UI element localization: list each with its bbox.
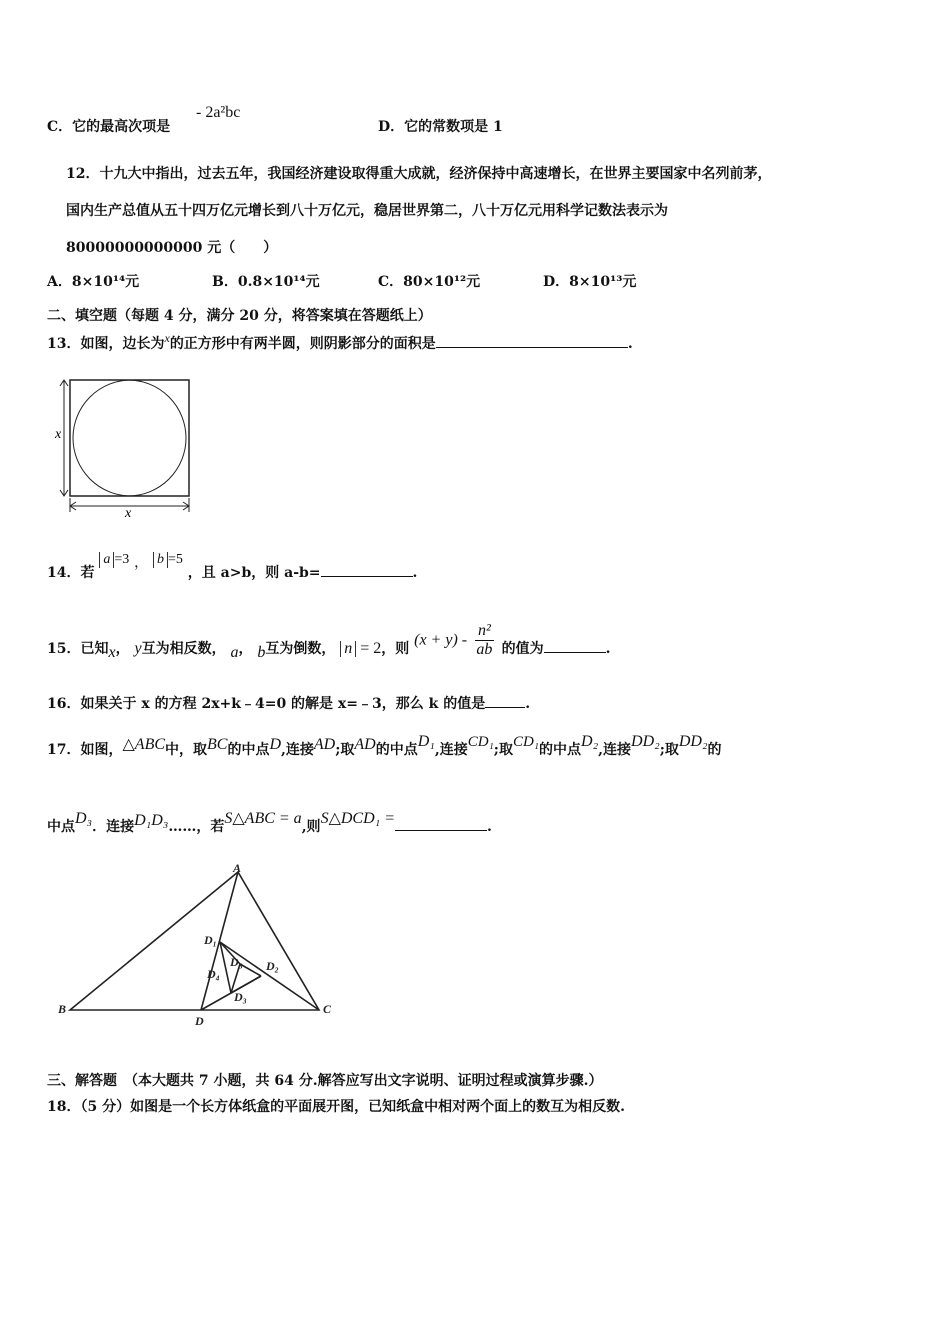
- q13-text: 13．如图，边长为x的正方形中有两半圆，则阴影部分的面积是 .: [47, 331, 633, 352]
- q17-line-1: 17．如图，△ABC中，取BC的中点D,连接AD;取AD的中点D₁,连接CD₁;取CD₁的中点D₂,连接DD₂;取DD₂的: [47, 733, 722, 758]
- q17-figure: [55, 860, 355, 1032]
- q13-side-label: x: [55, 427, 62, 442]
- q17-label-d: D: [195, 1014, 204, 1028]
- q11-option-c: C．它的最高次项是: [47, 119, 171, 135]
- q18-text: 18．（5 分）如图是一个长方体纸盒的平面展开图，已知纸盒中相对两个面上的数互为相反数.: [47, 1099, 625, 1115]
- q17-label-d2: D₂: [266, 959, 279, 973]
- q15-fraction: $\frac{\text{n²}}{ab}$: [476, 622, 493, 658]
- q12-line-2: 国内生产总值从五十四万亿元增长到八十万亿元，稳居世界第二，八十万亿元用科学记数法表示为: [66, 203, 668, 219]
- q17-label-d4: D₄: [207, 967, 220, 981]
- q17-label-c: C: [323, 1002, 332, 1016]
- q11-option-d: D．它的常数项是 1: [378, 119, 503, 135]
- q16-answer-blank: [485, 707, 525, 708]
- section-2-heading: 二、填空题（每题 4 分，满分 20 分，将答案填在答题纸上）: [47, 308, 432, 324]
- q12-option-b: B．0.8×10¹⁴元: [212, 274, 320, 290]
- q11-option-c-expression: - 2a²bc: [196, 104, 241, 121]
- q12-line-3: 80000000000000 元（ ）: [66, 240, 278, 256]
- q15-answer-blank: [544, 652, 606, 653]
- q17-label-b: B: [58, 1002, 67, 1016]
- q14-answer-blank: [321, 576, 413, 577]
- q17-line-2: 中点D₃．连接D₁D₃……，若S△ABC = a,则S△DCD₁ = .: [47, 810, 492, 835]
- q17-label-a: A: [233, 861, 242, 875]
- q12-option-d: D．8×10¹³元: [543, 274, 637, 290]
- q12-option-c: C．80×10¹²元: [378, 274, 481, 290]
- q17-triangle-abc: [70, 872, 319, 1010]
- q17-answer-blank: [395, 830, 487, 831]
- q17-label-d1: D₁: [204, 933, 217, 947]
- section-3-heading: 三、解答题 （本大题共 7 小题，共 64 分.解答应写出文字说明、证明过程或演算步骤.）: [47, 1073, 603, 1089]
- q17-label-d3: D₃: [234, 990, 247, 1004]
- q13-answer-blank: [436, 347, 628, 348]
- q13-bottom-label: x: [125, 506, 132, 520]
- q17-label-d4a: D₃: [230, 955, 243, 969]
- q16-text: 16．如果关于 x 的方程 2x+k﹣4=0 的解是 x=﹣3，那么 k 的值是 .: [47, 696, 531, 712]
- q12-line-1: 12．十九大中指出，过去五年，我国经济建设取得重大成就，经济保持中高速增长，在世界主要国家中名列前茅，: [66, 166, 772, 182]
- q12-option-a: A．8×10¹⁴元: [47, 274, 140, 290]
- q14-text: 14．若 a =3 ， b =5 ，且 a>b，则 a-b= .: [47, 552, 418, 581]
- q15-text: 15．已知x， y互为相反数， a， b互为倒数， n = 2，则 (x + y) - $\frac{\text{n²}}{ab}$ 的值为 .: [47, 622, 611, 661]
- q13-figure: [50, 372, 200, 520]
